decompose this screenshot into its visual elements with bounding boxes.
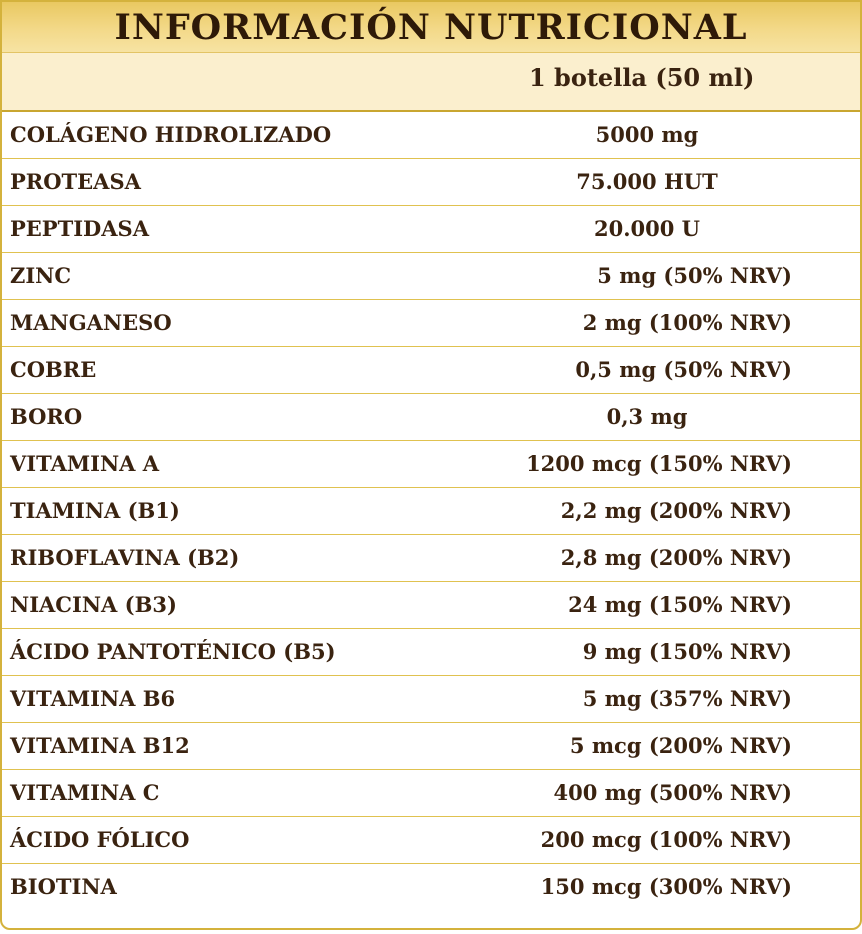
table-row <box>2 582 860 629</box>
nutrient-name: VITAMINA B12 <box>10 733 190 758</box>
nutrient-value: 24 mg (150% NRV) <box>568 592 792 617</box>
nutrient-name: BIOTINA <box>10 874 117 899</box>
table-row <box>2 676 860 723</box>
nutrient-name: COBRE <box>10 357 97 382</box>
table-row <box>2 347 860 394</box>
nutrient-name: RIBOFLAVINA (B2) <box>10 545 240 570</box>
nutrient-value: 5 mg (357% NRV) <box>582 686 792 711</box>
nutrient-value: 2,2 mg (200% NRV) <box>560 498 792 523</box>
nutrient-name: VITAMINA B6 <box>10 686 176 711</box>
nutrient-name: VITAMINA C <box>10 780 160 805</box>
nutrient-value: 150 mcg (300% NRV) <box>540 874 792 899</box>
nutrient-value: 400 mg (500% NRV) <box>553 780 792 805</box>
nutrient-name: PEPTIDASA <box>10 216 150 241</box>
table-row <box>2 723 860 770</box>
nutrient-name: BORO <box>10 404 83 429</box>
nutrient-value: 20.000 U <box>594 216 700 241</box>
table-row <box>2 300 860 347</box>
table-row <box>2 112 860 159</box>
nutrient-value: 1200 mcg (150% NRV) <box>526 451 792 476</box>
table-row <box>2 864 860 910</box>
nutrient-name: NIACINA (B3) <box>10 592 177 617</box>
nutrient-value: 5 mg (50% NRV) <box>597 263 792 288</box>
nutrient-value: 2,8 mg (200% NRV) <box>560 545 792 570</box>
table-row <box>2 253 860 300</box>
nutrient-value: 75.000 HUT <box>576 169 718 194</box>
table-row <box>2 535 860 582</box>
table-row <box>2 206 860 253</box>
nutrient-name: TIAMINA (B1) <box>10 498 180 523</box>
nutrient-name: COLÁGENO HIDROLIZADO <box>10 122 332 147</box>
nutrient-table <box>2 112 860 910</box>
table-row <box>2 770 860 817</box>
nutrient-value: 0,5 mg (50% NRV) <box>575 357 792 382</box>
nutrient-value: 9 mg (150% NRV) <box>582 639 792 664</box>
table-row <box>2 817 860 864</box>
table-row <box>2 159 860 206</box>
nutrient-name: ÁCIDO PANTOTÉNICO (B5) <box>10 639 336 664</box>
table-row <box>2 629 860 676</box>
nutrient-name: MANGANESO <box>10 310 172 335</box>
nutrient-value: 5 mcg (200% NRV) <box>569 733 792 758</box>
nutrient-value: 2 mg (100% NRV) <box>582 310 792 335</box>
nutrient-value: 5000 mg <box>595 122 699 147</box>
nutrient-name: ZINC <box>10 263 72 288</box>
table-row <box>2 394 860 441</box>
title-bar <box>2 2 860 53</box>
nutrient-name: VITAMINA A <box>10 451 160 476</box>
column-header-row <box>2 53 860 110</box>
nutrient-value: 200 mcg (100% NRV) <box>540 827 792 852</box>
nutrient-name: PROTEASA <box>10 169 141 194</box>
table-row <box>2 441 860 488</box>
nutrient-value: 0,3 mg <box>606 404 688 429</box>
page-title: INFORMACIÓN NUTRICIONAL <box>114 6 748 48</box>
nutrient-name: ÁCIDO FÓLICO <box>10 827 190 852</box>
column-header-serving: 1 botella (50 ml) <box>529 63 755 92</box>
table-row <box>2 488 860 535</box>
